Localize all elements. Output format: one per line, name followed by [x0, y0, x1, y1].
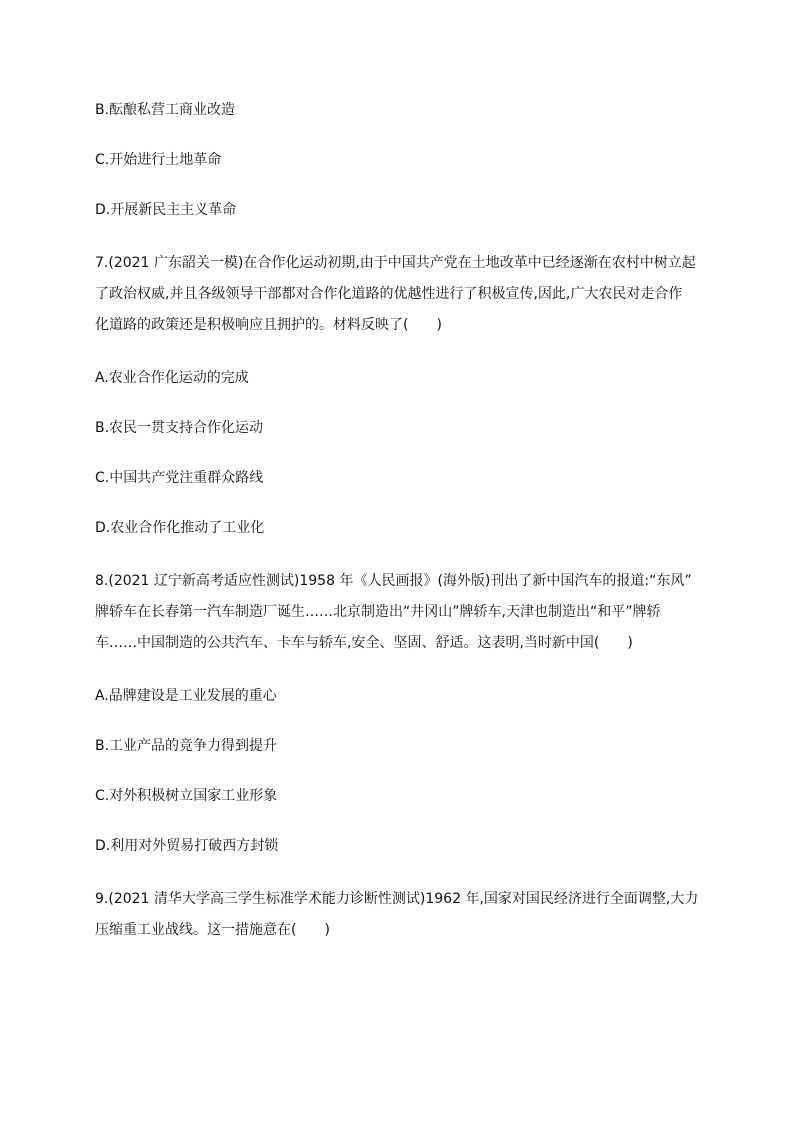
question-7-option-d: D.农业合作化推动了工业化: [95, 520, 265, 536]
question-8-option-c: C.对外积极树立国家工业形象: [95, 788, 278, 804]
option-c: C.开始进行土地革命: [95, 152, 222, 168]
question-7-option-a: A.农业合作化运动的完成: [95, 370, 249, 386]
question-8-line-3: 车……中国制造的公共汽车、卡车与轿车,安全、坚固、舒适。这表明,当时新中国( ): [95, 635, 633, 651]
question-content: [95, 101, 715, 940]
option-b: B.酝酿私营工商业改造: [95, 102, 236, 118]
question-8-stem: [95, 571, 715, 653]
question-8-line-1: 8.(2021 辽宁新高考适应性测试)1958 年《人民画报》(海外版)刊出了新中国汽车的报道:“东风”: [95, 573, 692, 589]
prev-question-options: [95, 101, 715, 219]
question-7-option-c: C.中国共产党注重群众路线: [95, 470, 264, 486]
question-7-line-3: 化道路的政策还是积极响应且拥护的。材料反映了( ): [95, 317, 442, 333]
question-7-line-2: 了政治权威,并且各级领导干部都对合作化道路的优越性进行了积极宣传,因此,广大农民对走合作: [95, 286, 683, 302]
question-7-line-1: 7.(2021 广东韶关一模)在合作化运动初期,由于中国共产党在土地改革中已经逐渐在农村中树立起: [95, 255, 696, 271]
question-8-option-a: A.品牌建设是工业发展的重心: [95, 688, 277, 704]
question-8-options: [95, 687, 715, 855]
question-8-option-d: D.利用对外贸易打破西方封锁: [95, 838, 279, 854]
question-7-stem: [95, 253, 715, 335]
question-7-option-b: B.农民一贯支持合作化运动: [95, 420, 264, 436]
option-d: D.开展新民主主义革命: [95, 202, 237, 218]
question-8-line-2: 牌轿车在长春第一汽车制造厂诞生……北京制造出“井冈山”牌轿车,天津也制造出“和平”牌轿: [95, 604, 661, 620]
question-9-stem: [95, 889, 715, 940]
question-9-line-1: 9.(2021 清华大学高三学生标准学术能力诊断性测试)1962 年,国家对国民经济进行全面调整,大力: [95, 891, 699, 907]
question-9-line-2: 压缩重工业战线。这一措施意在( ): [95, 922, 330, 938]
question-8-option-b: B.工业产品的竞争力得到提升: [95, 738, 278, 754]
question-7-options: [95, 369, 715, 537]
